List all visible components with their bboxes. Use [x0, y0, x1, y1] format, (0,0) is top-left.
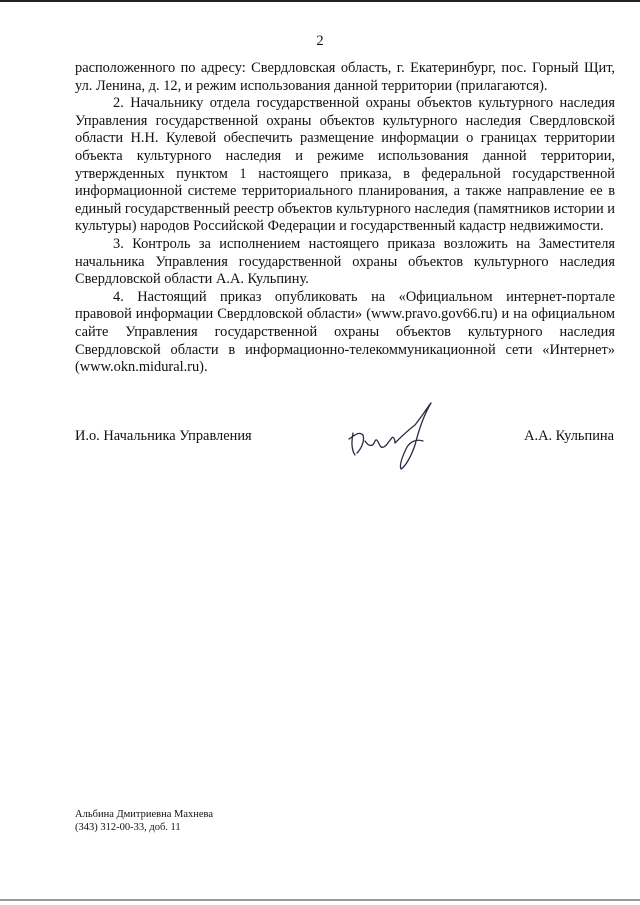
bottom-page-edge [0, 899, 640, 901]
handwritten-signature [345, 395, 445, 475]
paragraph-3: 3. Контроль за исполнением настоящего приказа возложить на Заместителя начальника Управления государственной охраны объектов культурного наследия Свердловской области А.А. Кульпину. [75, 235, 615, 288]
signatory-name: А.А. Кульпина [524, 428, 614, 444]
page-number: 2 [316, 33, 324, 49]
executor-phone: (343) 312-00-33, доб. 11 [75, 822, 181, 833]
document-body [75, 60, 615, 377]
paragraph-continuation: расположенного по адресу: Свердловская область, г. Екатеринбург, пос. Горный Щит, ул. Ленина, д. 12, и режим использования данной территории (прилагаются). [75, 60, 615, 94]
executor-name: Альбина Дмитриевна Махнева [75, 809, 214, 820]
signatory-title: И.о. Начальника Управления [75, 428, 252, 444]
executor-info [75, 808, 213, 834]
paragraph-2: 2. Начальнику отдела государственной охраны объектов культурного наследия Управления государственной охраны объектов культурного наследия Свердловской области Н.Н. Кулевой обеспечить размещение информации о границах территории объекта культурного наследия и режиме использования данной территории, утвержденных пунктом 1 настоящего приказа, в федеральной государственной информационной системе территориального планирования, а также направление ее в единый государственный реестр объектов культурного наследия (памятников истории и культуры) народов Российской Федерации и государственный кадастр недвижимости. [75, 95, 615, 235]
top-page-edge [0, 0, 640, 2]
paragraph-4: 4. Настоящий приказ опубликовать на «Официальном интернет-портале правовой информации Свердловской области» (www.pravo.gov66.ru) и на официальном сайте Управления государственной охраны объектов культурного наследия Свердловской области в информационно-телекоммуникационной сети «Интернет» (www.okn.midural.ru). [75, 288, 615, 376]
